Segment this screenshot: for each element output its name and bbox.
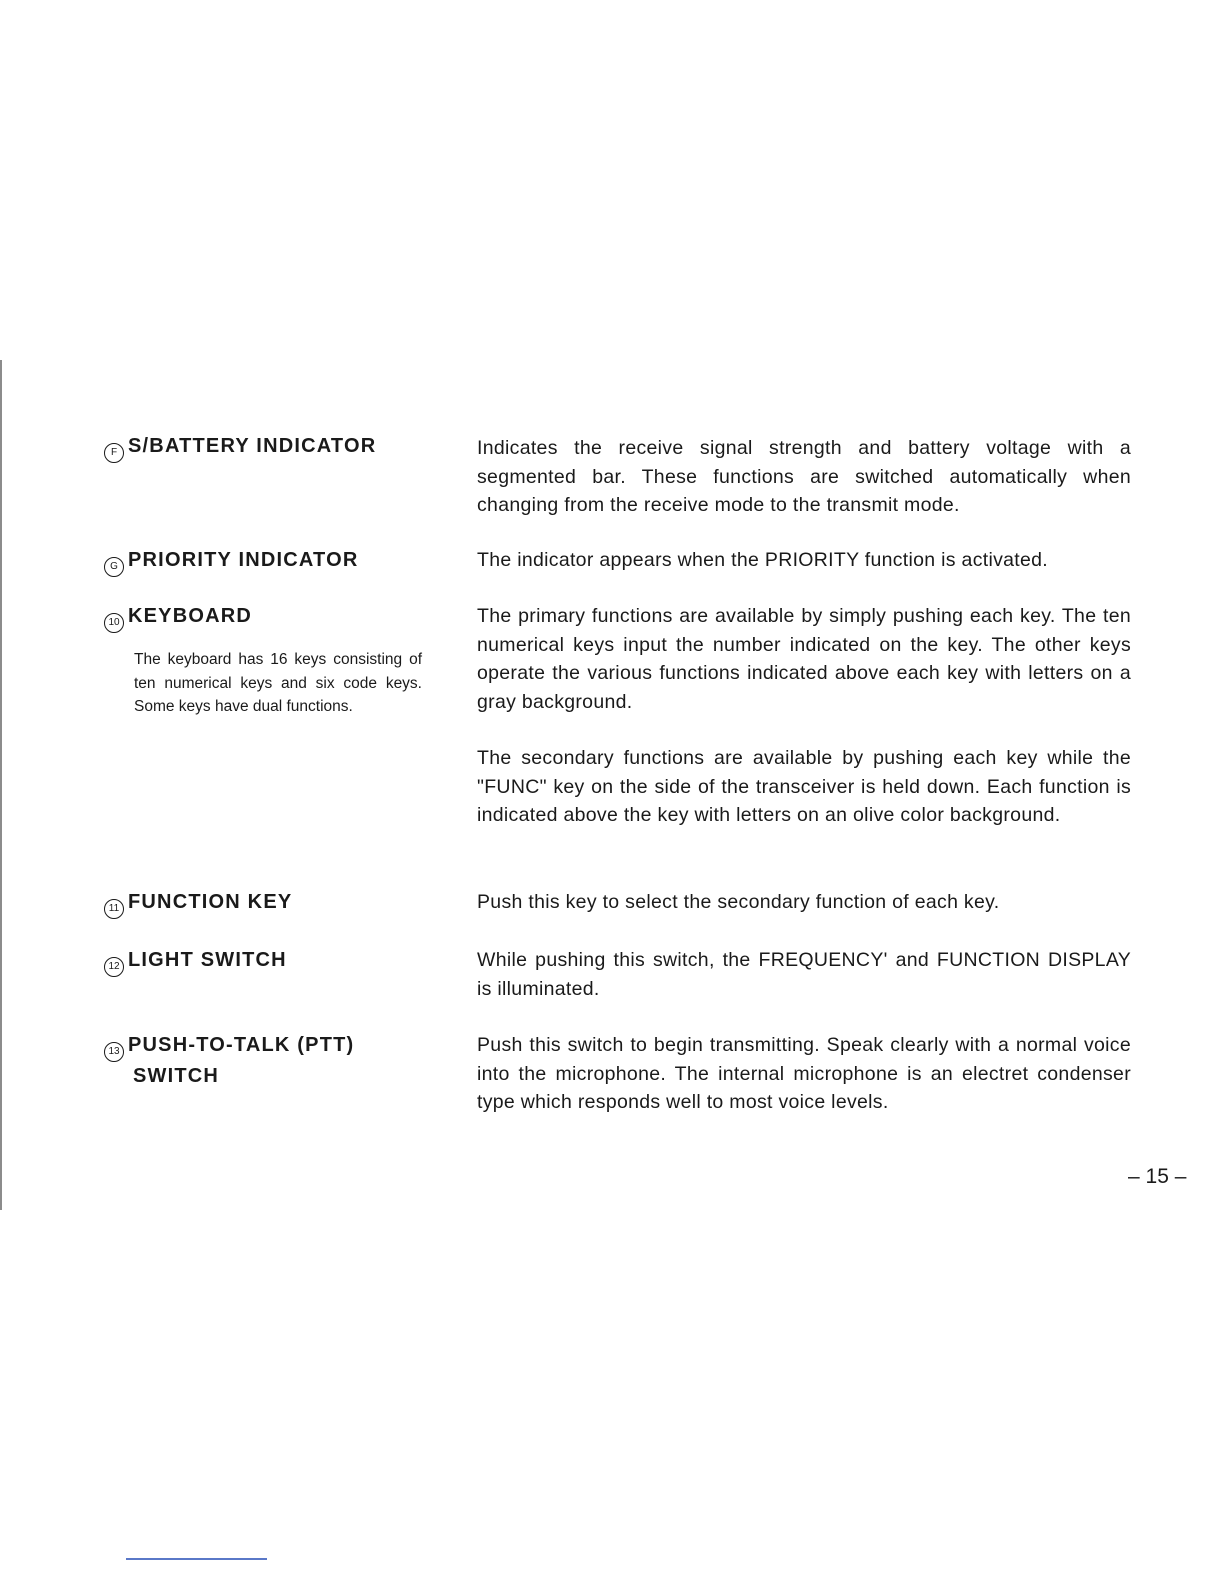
heading-text: PRIORITY INDICATOR: [128, 549, 359, 571]
scan-edge-rule: [0, 360, 2, 1210]
heading-text: KEYBOARD: [128, 605, 253, 627]
circled-marker: 12: [104, 957, 124, 977]
entry-description: The primary functions are available by simply pushing each key. The ten numerical keys input the number indicated on the key. The other keys operate the various functions indicated above each key with letters on a gray background.: [477, 605, 1131, 713]
entry-description: Push this switch to begin transmitting. Speak clearly with a normal voice into the microphone. The internal microphone is an electret condenser type which responds well to most voice levels.: [477, 1034, 1131, 1113]
entry-heading: [104, 946, 434, 977]
entry-description: The indicator appears when the PRIORITY function is activated.: [477, 549, 1049, 571]
entry-description: Indicates the receive signal strength and battery voltage with a segmented bar. These functions are switched automatically when changing from the receive mode to the transmit mode.: [477, 437, 1131, 516]
page-number: – 15 –: [1128, 1165, 1187, 1188]
heading-text: FUNCTION KEY: [128, 891, 293, 913]
heading-text-continued: SWITCH: [133, 1065, 220, 1087]
keyboard-note: The keyboard has 16 keys consisting of ten numerical keys and six code keys. Some keys have dual functions.: [134, 651, 422, 715]
circled-marker: 10: [104, 613, 124, 633]
entry-heading: [104, 546, 434, 577]
circled-marker: 13: [104, 1042, 124, 1062]
heading-text: LIGHT SWITCH: [128, 949, 287, 971]
circled-marker: F: [104, 443, 124, 463]
entry-description: Push this key to select the secondary function of each key.: [477, 891, 1000, 913]
heading-text: S/BATTERY INDICATOR: [128, 435, 377, 457]
circled-marker: 11: [104, 899, 124, 919]
scan-artifact-line: [126, 1558, 267, 1560]
entry-heading: [104, 1031, 434, 1090]
entry-description: While pushing this switch, the FREQUENCY' and FUNCTION DISPLAY is illuminated.: [477, 949, 1131, 1000]
entry-heading: [104, 602, 434, 633]
circled-marker: G: [104, 557, 124, 577]
heading-text: PUSH-TO-TALK (PTT): [128, 1034, 355, 1056]
entry-description-secondary: The secondary functions are available by pushing each key while the "FUNC" key on the side of the transceiver is held down. Each function is indicated above the key with letters on an olive color background.: [477, 747, 1131, 826]
entry-heading: [104, 432, 434, 463]
entry-heading: [104, 888, 434, 919]
